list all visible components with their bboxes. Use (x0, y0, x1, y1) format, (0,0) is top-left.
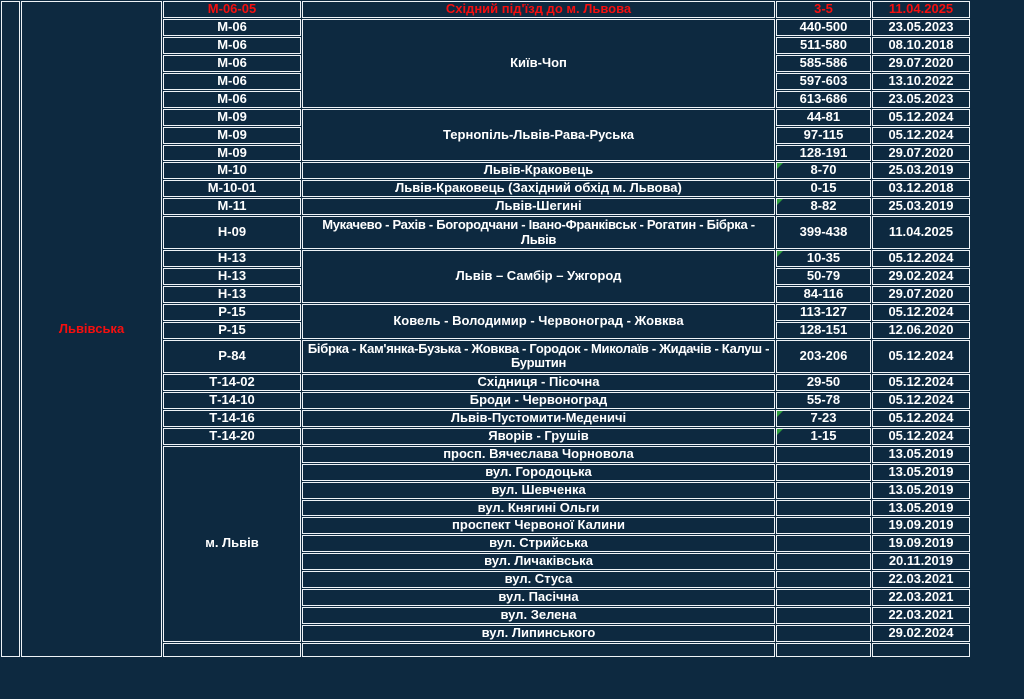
road-code-cell: М-10 (163, 162, 301, 179)
km-range-cell: 128-191 (776, 145, 871, 162)
road-name-cell: проспект Червоної Калини (302, 517, 775, 534)
date-cell: 29.02.2024 (872, 625, 970, 642)
km-range-cell: 1-15 (776, 428, 871, 445)
road-name-cell (302, 643, 775, 657)
road-code-cell: Р-84 (163, 340, 301, 373)
region-cell: Львівська (21, 1, 162, 657)
date-cell: 12.06.2020 (872, 322, 970, 339)
km-range-cell: 50-79 (776, 268, 871, 285)
km-range-cell: 7-23 (776, 410, 871, 427)
comment-marker-icon (777, 411, 783, 417)
road-code-cell: М-06 (163, 19, 301, 36)
road-name-cell: Тернопіль-Львів-Рава-Руська (302, 109, 775, 162)
date-cell: 13.10.2022 (872, 73, 970, 90)
table-row (1, 1, 970, 18)
km-range-cell (776, 464, 871, 481)
date-cell: 25.03.2019 (872, 162, 970, 179)
date-cell: 11.04.2025 (872, 216, 970, 249)
date-cell: 13.05.2019 (872, 482, 970, 499)
road-name-cell: вул. Липинського (302, 625, 775, 642)
road-code-cell: М-09 (163, 145, 301, 162)
km-range-cell (776, 607, 871, 624)
date-cell: 05.12.2024 (872, 109, 970, 126)
date-cell: 05.12.2024 (872, 374, 970, 391)
road-name-cell: Східний під'їзд до м. Львова (302, 1, 775, 18)
date-cell: 13.05.2019 (872, 500, 970, 517)
road-name-cell: Львів-Краковець (Західний обхід м. Львова) (302, 180, 775, 197)
date-cell: 19.09.2019 (872, 517, 970, 534)
km-range-cell: 97-115 (776, 127, 871, 144)
road-name-cell: Київ-Чоп (302, 19, 775, 108)
road-name-cell: просп. Вячеслава Чорновола (302, 446, 775, 463)
km-range-cell (776, 589, 871, 606)
road-code-cell: м. Львів (163, 446, 301, 642)
km-range-cell: 8-82 (776, 198, 871, 215)
road-code-cell: Р-15 (163, 304, 301, 321)
date-cell: 23.05.2023 (872, 91, 970, 108)
road-code-cell: Р-15 (163, 322, 301, 339)
date-cell: 25.03.2019 (872, 198, 970, 215)
comment-marker-icon (777, 199, 783, 205)
km-range-cell (776, 517, 871, 534)
date-cell: 13.05.2019 (872, 464, 970, 481)
road-name-cell: вул. Личаківська (302, 553, 775, 570)
comment-marker-icon (777, 251, 783, 257)
date-cell (872, 643, 970, 657)
road-code-cell: М-11 (163, 198, 301, 215)
km-range-cell: 0-15 (776, 180, 871, 197)
km-range-cell: 3-5 (776, 1, 871, 18)
km-range-cell (776, 500, 871, 517)
date-cell: 22.03.2021 (872, 607, 970, 624)
road-code-cell: Н-13 (163, 268, 301, 285)
km-range-cell (776, 553, 871, 570)
date-cell: 29.07.2020 (872, 286, 970, 303)
date-cell: 05.12.2024 (872, 340, 970, 373)
km-range-cell: 399-438 (776, 216, 871, 249)
road-code-cell: М-09 (163, 109, 301, 126)
km-range-cell: 29-50 (776, 374, 871, 391)
km-range-cell: 613-686 (776, 91, 871, 108)
km-range-cell (776, 625, 871, 642)
road-name-cell: вул. Городоцька (302, 464, 775, 481)
road-code-cell: Н-09 (163, 216, 301, 249)
date-cell: 05.12.2024 (872, 250, 970, 267)
date-cell: 19.09.2019 (872, 535, 970, 552)
date-cell: 20.11.2019 (872, 553, 970, 570)
comment-marker-icon (777, 429, 783, 435)
road-name-cell: Львів – Самбір – Ужгород (302, 250, 775, 303)
km-range-cell: 10-35 (776, 250, 871, 267)
road-code-cell: М-06-05 (163, 1, 301, 18)
date-cell: 05.12.2024 (872, 304, 970, 321)
km-range-cell: 128-151 (776, 322, 871, 339)
date-cell: 03.12.2018 (872, 180, 970, 197)
road-code-cell: М-06 (163, 55, 301, 72)
roads-table-body (1, 1, 970, 657)
road-code-cell: Т-14-16 (163, 410, 301, 427)
km-range-cell: 44-81 (776, 109, 871, 126)
km-range-cell (776, 482, 871, 499)
road-name-cell: Східниця - Пісочна (302, 374, 775, 391)
road-name-cell: вул. Княгині Ольги (302, 500, 775, 517)
road-code-cell: М-06 (163, 37, 301, 54)
road-code-cell: М-06 (163, 91, 301, 108)
date-cell: 13.05.2019 (872, 446, 970, 463)
km-range-cell: 511-580 (776, 37, 871, 54)
date-cell: 29.02.2024 (872, 268, 970, 285)
road-name-cell: Ковель - Володимир - Червоноград - Жовква (302, 304, 775, 339)
comment-marker-icon (777, 163, 783, 169)
date-cell: 22.03.2021 (872, 571, 970, 588)
road-name-cell: вул. Стрийська (302, 535, 775, 552)
road-code-cell: Н-13 (163, 286, 301, 303)
road-code-cell: М-09 (163, 127, 301, 144)
km-range-cell: 203-206 (776, 340, 871, 373)
km-range-cell (776, 446, 871, 463)
road-code-cell: Т-14-02 (163, 374, 301, 391)
date-cell: 29.07.2020 (872, 55, 970, 72)
date-cell: 23.05.2023 (872, 19, 970, 36)
road-name-cell: Бібрка - Кам'янка-Бузька - Жовква - Городок - Миколаїв - Жидачів - Калуш - Бурштин (302, 340, 775, 373)
road-name-cell: Львів-Шегині (302, 198, 775, 215)
road-name-cell: Броди - Червоноград (302, 392, 775, 409)
road-name-cell: Львів-Пустомити-Меденичі (302, 410, 775, 427)
km-range-cell: 113-127 (776, 304, 871, 321)
road-name-cell: вул. Пасічна (302, 589, 775, 606)
date-cell: 22.03.2021 (872, 589, 970, 606)
km-range-cell (776, 535, 871, 552)
road-name-cell: вул. Шевченка (302, 482, 775, 499)
road-name-cell: Яворів - Грушів (302, 428, 775, 445)
date-cell: 08.10.2018 (872, 37, 970, 54)
road-name-cell: вул. Стуса (302, 571, 775, 588)
road-code-cell: Н-13 (163, 250, 301, 267)
km-range-cell: 55-78 (776, 392, 871, 409)
road-code-cell: М-10-01 (163, 180, 301, 197)
km-range-cell: 585-586 (776, 55, 871, 72)
km-range-cell (776, 643, 871, 657)
date-cell: 11.04.2025 (872, 1, 970, 18)
km-range-cell: 440-500 (776, 19, 871, 36)
date-cell: 05.12.2024 (872, 428, 970, 445)
date-cell: 05.12.2024 (872, 127, 970, 144)
road-code-cell: Т-14-10 (163, 392, 301, 409)
date-cell: 05.12.2024 (872, 392, 970, 409)
road-code-cell (163, 643, 301, 657)
road-name-cell: вул. Зелена (302, 607, 775, 624)
road-name-cell: Львів-Краковець (302, 162, 775, 179)
date-cell: 05.12.2024 (872, 410, 970, 427)
road-code-cell: М-06 (163, 73, 301, 90)
km-range-cell (776, 571, 871, 588)
km-range-cell: 84-116 (776, 286, 871, 303)
km-range-cell: 8-70 (776, 162, 871, 179)
road-code-cell: Т-14-20 (163, 428, 301, 445)
road-name-cell: Мукачево - Рахів - Богородчани - Івано-Франківськ - Рогатин - Бібрка - Львів (302, 216, 775, 249)
date-cell: 29.07.2020 (872, 145, 970, 162)
spacer-cell (1, 1, 20, 657)
km-range-cell: 597-603 (776, 73, 871, 90)
